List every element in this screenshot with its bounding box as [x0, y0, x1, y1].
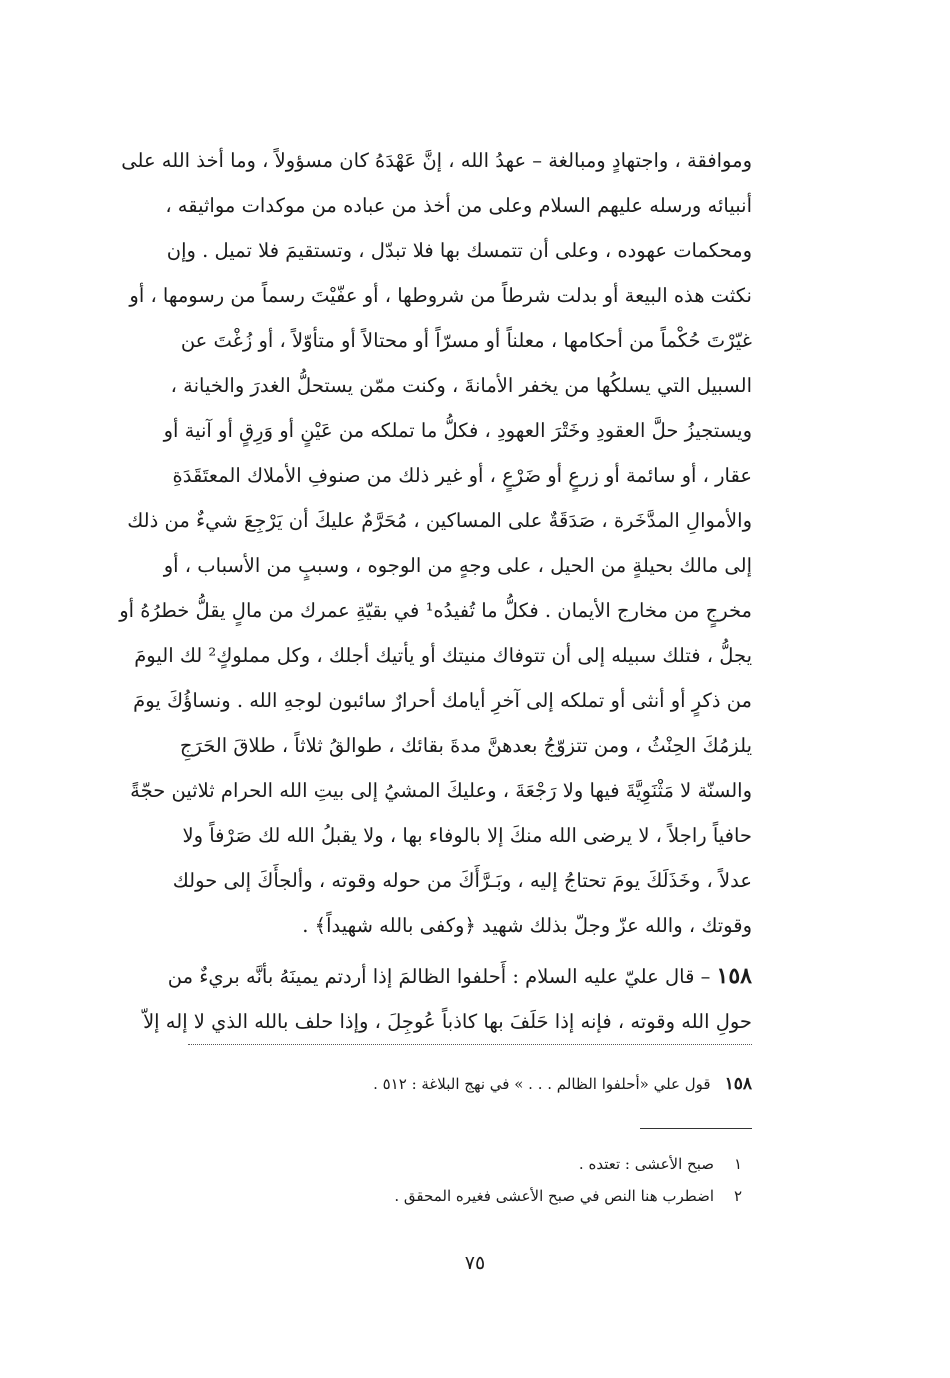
- item-number: ١٥٨: [716, 963, 752, 989]
- footnote-item: [186, 1148, 752, 1180]
- text-line: يجلُّ ، فتلك سبيله إلى أن تتوفاك منيتك أو يأتيك أجلك ، وكل مملوكٍ² لك اليومَ: [134, 644, 752, 667]
- text-line: ومحكمات عهوده ، وعلى أن تتمسك بها فلا تبدّل ، وتستقيمَ فلا تميل . وإن: [166, 239, 752, 262]
- text-line: عقار ، أو سائمة أو زرعٍ أو ضَرْعٍ ، أو غير ذلك من صنوفِ الأملاك المعتَقَدَةِ: [172, 464, 752, 487]
- text-line: ويستجيزُ حلَّ العقودِ وخَتْرَ العهودِ ، فكلُّ ما تملكه من عَيْنٍ أو وَرِقٍ أو آنية أو: [163, 419, 752, 442]
- source-note-number: ١٥٨: [724, 1074, 752, 1094]
- text-line: من ذكرٍ أو أنثى أو تملكه إلى آخرِ أيامك أحرارٌ سائبون لوجهِ الله . ونساؤُكَ يومَ: [133, 689, 752, 712]
- text-line: وموافقة ، واجتهادٍ ومبالغة – عهدُ الله ، إنَّ عَهْدَهُ كان مسؤولاً ، وما أخذ الله على: [121, 149, 752, 172]
- text-line: أنبيائه ورسله عليهم السلام وعلى من أخذ من عباده من موكدات مواثيقه ،: [165, 194, 752, 217]
- footnote-divider: [640, 1128, 752, 1129]
- text-line: إلى مالك بحيلةٍ من الحيل ، على وجهٍ من الوجوه ، وسببٍ من الأسباب ، أو: [163, 554, 752, 577]
- text-line: حافياً راجلاً ، لا يرضى الله منكَ إلا بالوفاء بها ، ولا يقبلُ الله لك صَرْفاً ولا: [182, 824, 752, 847]
- item-158-line: حولِ الله وقوته ، فإنه إذا حَلَفَ بها كاذباً عُوجِلَ ، وإذا حلف بالله الذي لا إله إلاّ: [143, 1010, 752, 1033]
- item-158-text: – قال عليّ عليه السلام : أَحلفوا الظالمَ إذا أردتم يمينَهُ بأنَّه بريءٌ من: [167, 965, 711, 988]
- text-line: نكثت هذه البيعة أو بدلت شرطاً من شروطها ، أو عفّيْتَ رسماً من رسومها ، أو: [129, 284, 752, 307]
- footnote-text: اضطرب هنا النص في صبح الأعشى فغيره المحقق .: [394, 1187, 714, 1205]
- source-note: [186, 1070, 752, 1098]
- text-line: يلزمُكَ الحِنْثُ ، ومن تتزوّجُ بعدهنَّ مدةَ بقائك ، طوالقُ ثلاثاً ، طلاقَ الحَرَجِ: [179, 734, 752, 757]
- text-line: السبيل التي يسلكُها من يخفر الأمانةَ ، وكنت ممّن يستحلُّ الغدرَ والخيانة ،: [170, 374, 752, 397]
- main-text-block: [119, 138, 752, 1044]
- page-number: ٧٥: [464, 1252, 486, 1274]
- text-line: والسنّة لا مَثْنَوِيَّةَ فيها ولا رَجْعَةَ ، وعليكَ المشيُ إلى بيتِ الله الحرام ثلاثين حجّةً: [130, 779, 752, 802]
- source-note-text: قول علي «أحلفوا الظالم . . . » في نهج البلاغة : ٥١٢ .: [373, 1075, 711, 1093]
- footnotes: [186, 1148, 752, 1212]
- footnote-item: [186, 1180, 752, 1212]
- text-line: والأموالِ المدَّخَرة ، صَدَقَةٌ على المساكين ، مُحَرَّمٌ عليكَ أن يَرْجِعَ شيءٌ من ذلك: [127, 509, 752, 532]
- item-158-line: [167, 954, 752, 999]
- footnote-number: ٢: [733, 1187, 743, 1205]
- text-line: عدلاً ، وخَذَلَكَ يومَ تحتاجُ إليه ، وبَـرَّأَكَ من حوله وقوته ، وألجأَكَ إلى حولك: [172, 869, 752, 892]
- text-line: وقوتك ، والله عزّ وجلّ بذلك شهيد ﴿وكفى بالله شهيداً﴾ .: [302, 914, 752, 937]
- text-line: غيّرْتَ حُكْماً من أحكامها ، معلناً أو مسرّاً أو محتالاً أو متأوّلاً ، أو زُغْتَ عن: [180, 329, 752, 352]
- footnote-text: صبح الأعشى : تعتده .: [578, 1155, 714, 1173]
- text-line: مخرجٍ من مخارج الأيمان . فكلُّ ما تُفيدُه¹ في بقيّةِ عمرك من مالٍ يقلُّ خطرُهُ أو: [119, 599, 752, 622]
- dotted-divider: [188, 1044, 752, 1045]
- footnote-number: ١: [733, 1155, 743, 1173]
